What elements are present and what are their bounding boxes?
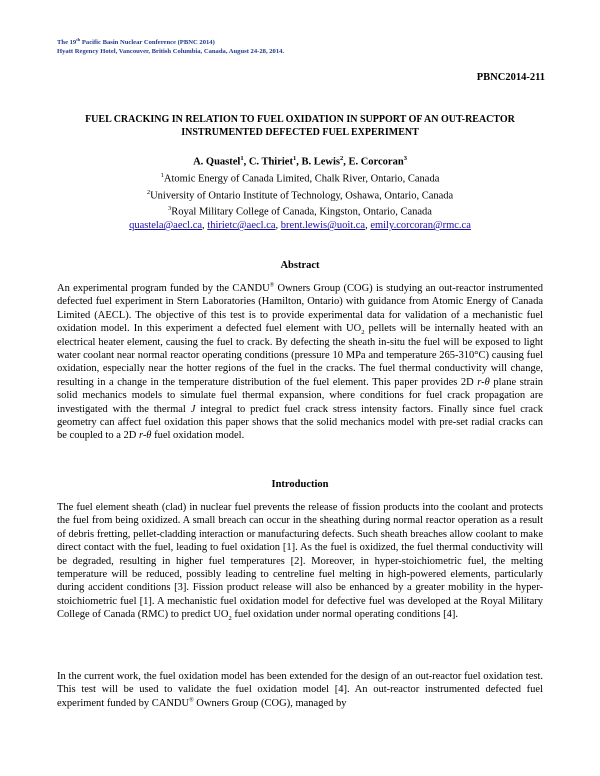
paper-id: PBNC2014-211 [476,72,545,83]
author-block [60,152,540,232]
email-link[interactable]: quastela@aecl.ca [129,220,203,232]
abstract-paragraph: An experimental program funded by the CANDU® Owners Group (COG) is studying an out-reactor instrumented defected fuel experiment in Stern Laboratories (Hamilton, Ontario) with guidance from Atomic Energy of Canada Limited (AECL). The objective of this test is to provide experimental data for validation of a mechanistic fuel oxidation model. In this experiment a defected fuel element with $UO_2$ pellets will be internally heated with an electrical heater element, causing the fuel to crack. By defecting the sheath in-situ the fuel will be exposed to light water coolant near normal reactor operating conditions (pressure 10 MPa and temperature 265-310°C) causing fuel oxidation, especially near the hotter regions of the fuel in the cracks. The fuel thermal conductivity will change, resulting in a change in the temperature distribution of the fuel element. This paper provides 2D r-θ plane strain solid mechanics models to simulate fuel thermal expansion, where conditions for fuel crack propagation are investigated with the thermal J integral to predict fuel crack stress intensity factors. Finally since fuel crack geometry can affect fuel oxidation this paper shows that the solid mechanics model with pre-set radial cracks can be coupled to a 2D r-θ fuel oxidation model. [57,282,543,442]
conference-header [57,35,284,56]
affiliation-1: $^1$Atomic Energy of Canada Limited, Chalk River, Ontario, Canada [160,171,440,185]
introduction-paragraph-2: In the current work, the fuel oxidation model has been extended for the design of an out-reactor fuel oxidation test. This test will be used to validate the fuel oxidation model [4]. An out-reactor instrumented defected fuel experiment funded by CANDU® Owners Group (COG), managed by [57,671,543,709]
email-link[interactable]: emily.corcoran@rmc.ca [370,220,471,232]
email-link[interactable]: thirietc@aecl.ca [207,220,276,232]
email-list: quastela@aecl.ca, thirietc@aecl.ca, brent.lewis@uoit.ca, emily.corcoran@rmc.ca [129,220,471,232]
paper-title: FUEL CRACKING IN RELATION TO FUEL OXIDATION IN SUPPORT OF AN OUT-REACTOR INSTRUMENTED DEFECTED FUEL EXPERIMENT [85,114,515,138]
conference-line-1: The 19th Pacific Basin Nuclear Conference (PBNC 2014) [57,37,215,47]
abstract-heading: Abstract [280,260,320,271]
email-link[interactable]: brent.lewis@uoit.ca [280,220,366,232]
introduction-paragraph-1: The fuel element sheath (clad) in nuclear fuel prevents the release of fission products into the coolant and protects the fuel from being oxidized. A small breach can occur in the sheathing during normal reactor operation as a result of debris fretting, pellet-cladding interaction or manufacturing defects. Such sheath breaches allow coolant to make direct contact with the fuel, leading to fuel oxidation [1]. As the fuel is oxidized, the fuel thermal conductivity will be degraded, resulting in higher fuel temperatures [2]. Moreover, in hyper-stoichiometric fuel, the melting temperature will be reduced, possibly leading to centreline fuel melting in high-powered elements, particularly during accident conditions [3]. Fission product release will also be enhanced by a greater mobility in the hyper-stoichiometric fuel [1]. A mechanistic fuel oxidation model for defective fuel was developed at the Royal Military College of Canada (RMC) to predict $UO_2$ fuel oxidation under normal operating conditions [4]. [57,502,543,623]
introduction-heading: Introduction [271,479,329,490]
author-names: A. Quastel$^1$, C. Thiriet$^1$, B. Lewis$^2$, E. Corcoran$^3$ [193,155,407,168]
affiliation-2: $^2$University of Ontario Institute of Technology, Oshawa, Ontario, Canada [146,188,454,202]
conference-line-2: Hyatt Regency Hotel, Vancouver, British Columbia, Canada, August 24-28, 2014. [57,48,285,56]
affiliation-3: $^3$Royal Military College of Canada, Kingston, Ontario, Canada [168,205,432,218]
